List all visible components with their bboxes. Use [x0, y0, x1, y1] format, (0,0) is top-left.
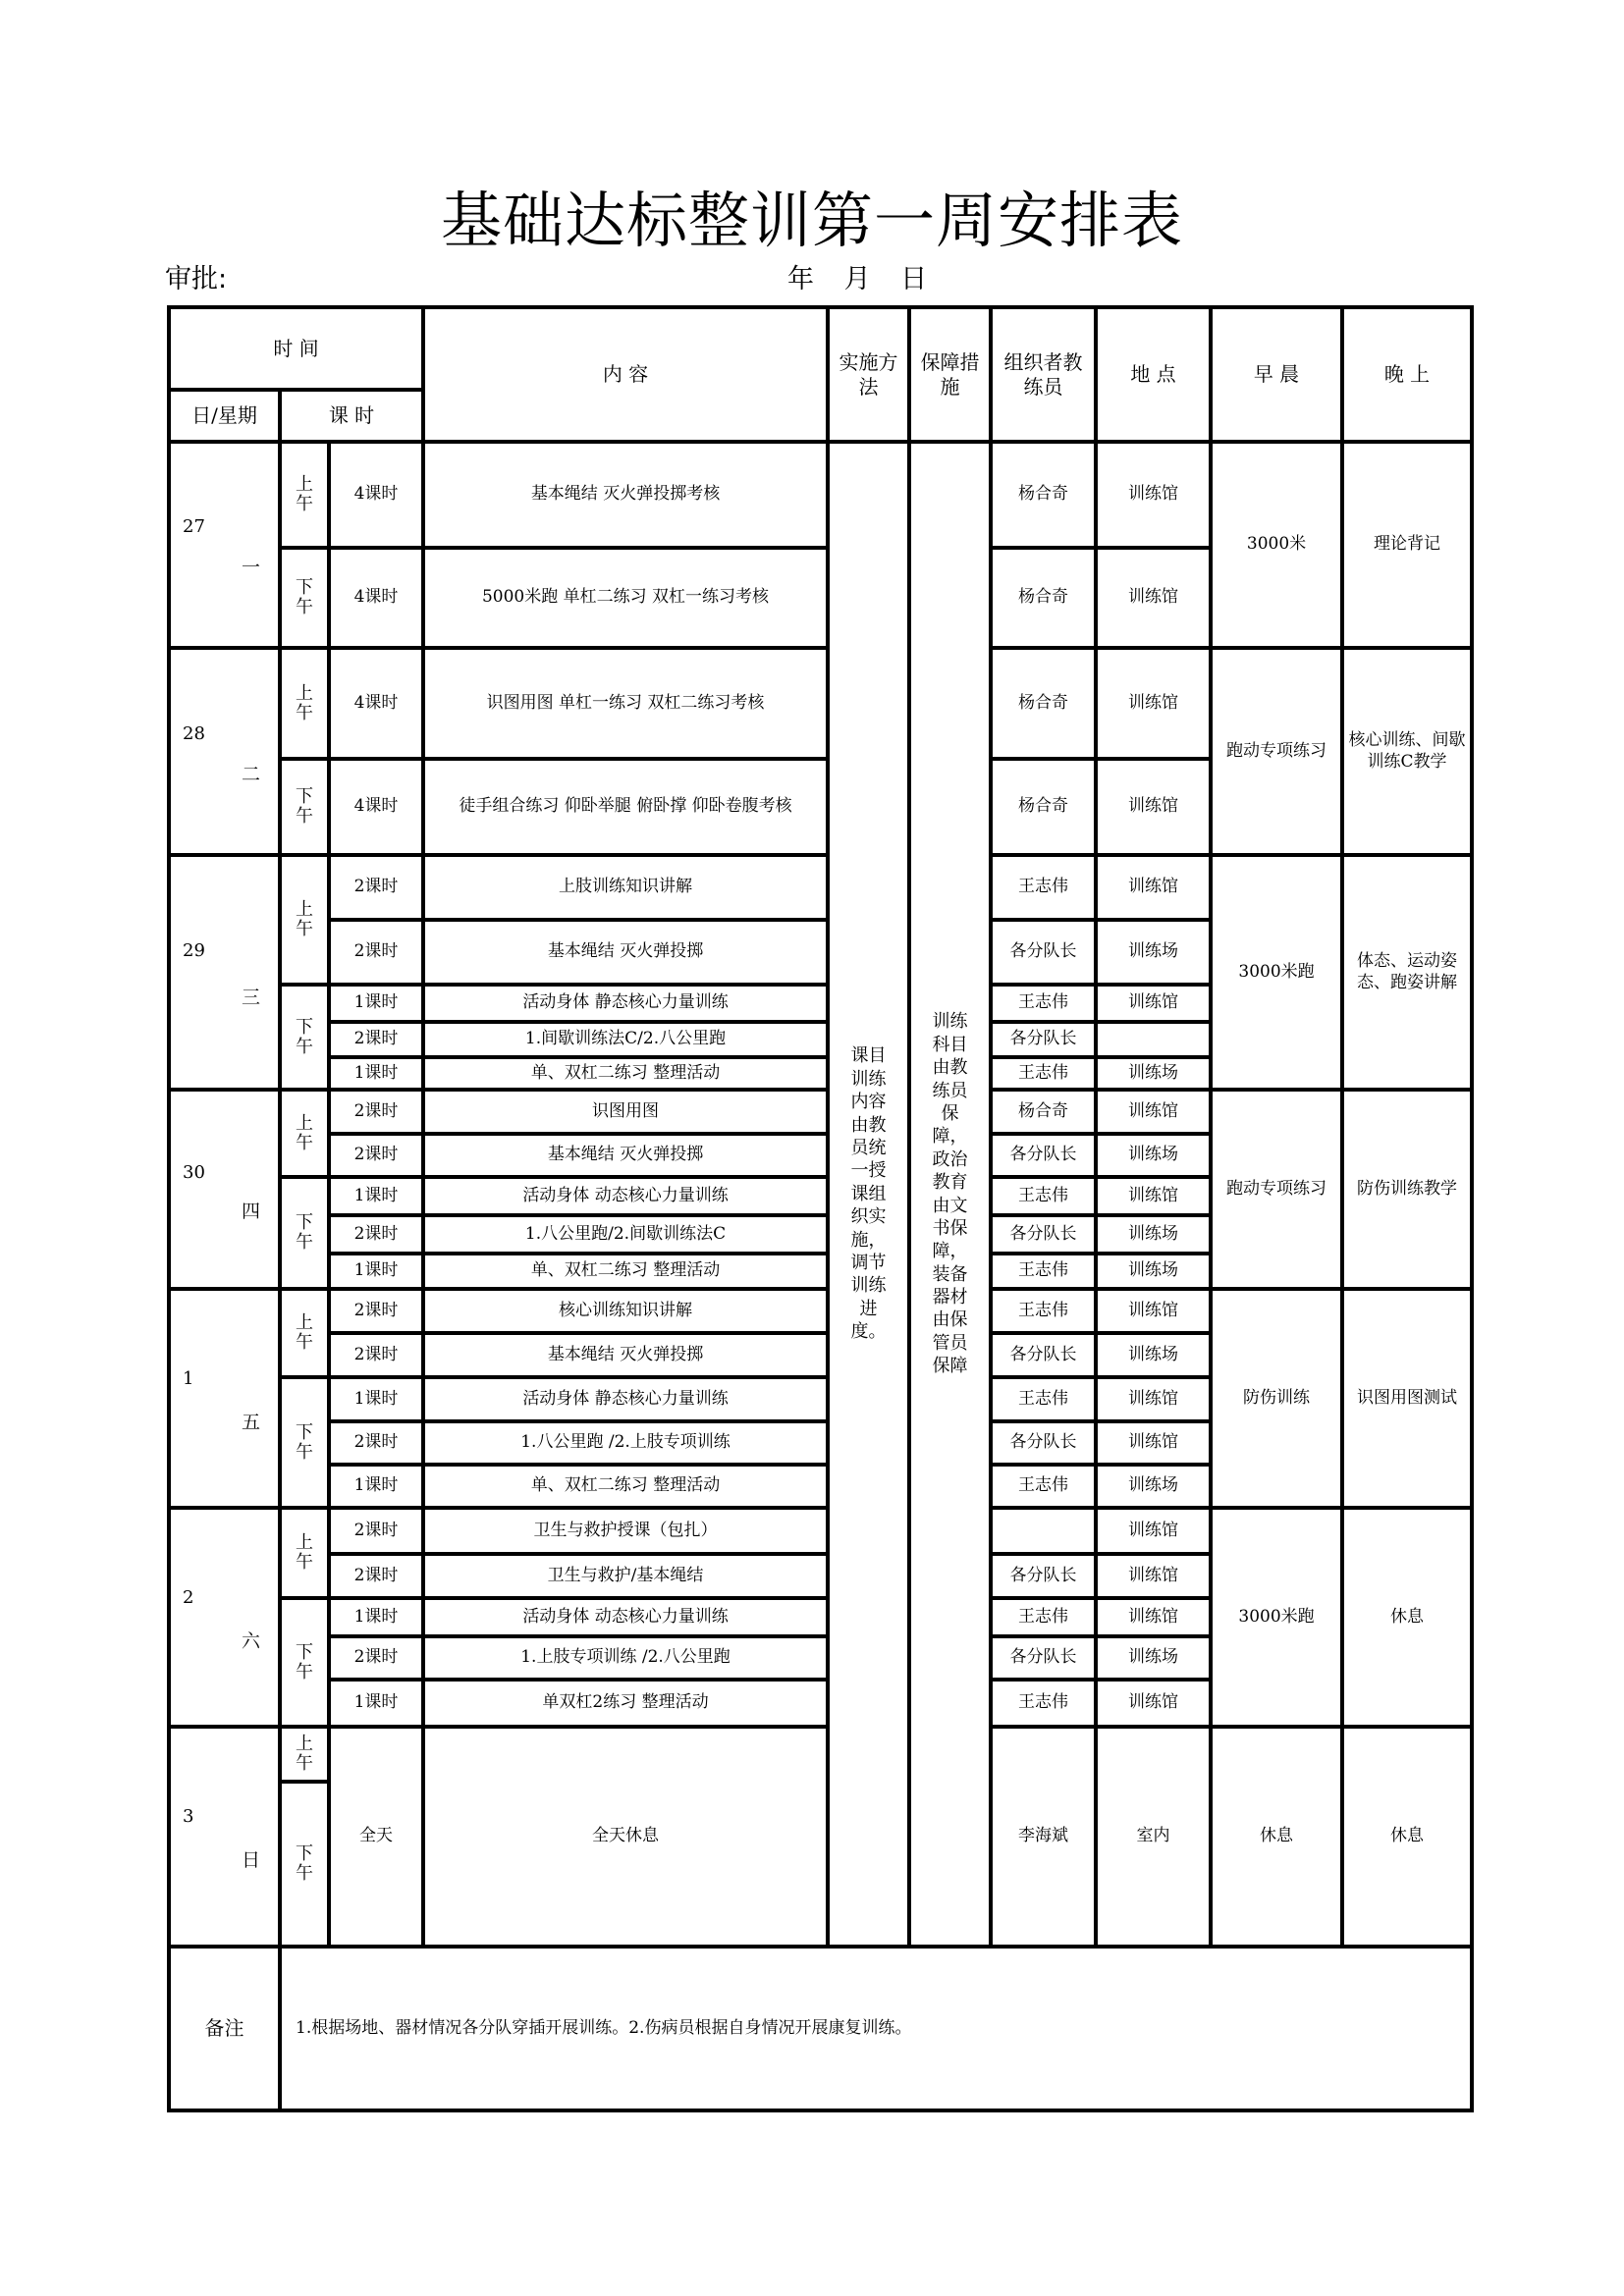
content: 1.上肢专项训练 /2.八公里跑: [423, 1636, 828, 1680]
content: 卫生与救护授课（包扎）: [423, 1508, 828, 1554]
remarks-text: 1.根据场地、器材情况各分队穿插开展训练。2.伤病员根据自身情况开展康复训练。: [280, 1947, 1472, 2110]
page-title: 基础达标整训第一周安排表: [440, 185, 1183, 256]
approval-label: 审批:: [165, 264, 228, 294]
content: 活动身体 静态核心力量训练: [423, 1377, 828, 1421]
location: 训练馆: [1096, 548, 1211, 648]
content: 活动身体 静态核心力量训练: [423, 985, 828, 1022]
class-hours: 1课时: [329, 1177, 423, 1215]
class-hours: 2课时: [329, 1421, 423, 1465]
header-location: 地 点: [1096, 307, 1211, 442]
table-row: [169, 442, 1472, 548]
organizer: 各分队长: [991, 1333, 1096, 1377]
morning-label: 上午: [280, 1508, 329, 1598]
content: 识图用图: [423, 1090, 828, 1134]
header-class-hours: 课 时: [280, 390, 423, 442]
evening-activity: 休息: [1342, 1727, 1472, 1947]
header-method: 实施方法: [828, 307, 909, 442]
location: 训练场: [1096, 920, 1211, 985]
location: 训练馆: [1096, 442, 1211, 548]
location: 训练馆: [1096, 1508, 1211, 1554]
organizer: 各分队长: [991, 1134, 1096, 1177]
location: 训练馆: [1096, 1090, 1211, 1134]
morning-label: 上午: [280, 1090, 329, 1177]
class-hours: 全天: [329, 1727, 423, 1947]
class-hours: 2课时: [329, 1508, 423, 1554]
header-evening: 晚 上: [1342, 307, 1472, 442]
content: 1.八公里跑/2.间歇训练法C: [423, 1215, 828, 1254]
class-hours: 1课时: [329, 1465, 423, 1508]
afternoon-label: 下午: [280, 759, 329, 855]
table-row: [169, 1090, 1472, 1134]
location: 训练馆: [1096, 1554, 1211, 1598]
content: 活动身体 动态核心力量训练: [423, 1177, 828, 1215]
morning-activity: 3000米: [1211, 442, 1342, 648]
class-hours: 4课时: [329, 648, 423, 759]
location: 训练馆: [1096, 1289, 1211, 1333]
content: 卫生与救护/基本绳结: [423, 1554, 828, 1598]
day-date: 30: [183, 1161, 205, 1183]
location: 训练馆: [1096, 1598, 1211, 1636]
class-hours: 2课时: [329, 1215, 423, 1254]
organizer: 杨合奇: [991, 648, 1096, 759]
header-day-week: 日/星期: [169, 390, 280, 442]
morning-label: 上午: [280, 1727, 329, 1782]
day-weekday: 一: [242, 557, 261, 579]
evening-activity: 识图用图测试: [1342, 1289, 1472, 1508]
class-hours: 2课时: [329, 920, 423, 985]
organizer: 王志伟: [991, 1680, 1096, 1727]
organizer: 王志伟: [991, 1057, 1096, 1090]
content: 基本绳结 灭火弹投掷: [423, 1333, 828, 1377]
class-hours: 1课时: [329, 1254, 423, 1289]
day-date: 28: [183, 722, 205, 744]
table-row: [169, 1727, 1472, 1782]
class-hours: 2课时: [329, 1289, 423, 1333]
day-cell: [169, 1508, 280, 1727]
date-label: 年 月 日: [787, 264, 928, 294]
day-weekday: 三: [242, 986, 261, 1008]
schedule-table: [167, 305, 1474, 2112]
content: 1.间歇训练法C/2.八公里跑: [423, 1022, 828, 1057]
support-cell: 训练科目由教练员保障，政治教育由文书保障，装备器材由保管员保障: [909, 442, 991, 1947]
organizer: 杨合奇: [991, 548, 1096, 648]
organizer: 王志伟: [991, 1377, 1096, 1421]
location: 训练馆: [1096, 1680, 1211, 1727]
content: 核心训练知识讲解: [423, 1289, 828, 1333]
organizer: 各分队长: [991, 1022, 1096, 1057]
day-date: 3: [183, 1806, 194, 1828]
day-weekday: 四: [242, 1201, 261, 1223]
day-weekday: 五: [242, 1411, 261, 1433]
day-cell: [169, 648, 280, 855]
class-hours: 2课时: [329, 855, 423, 920]
organizer: 各分队长: [991, 1554, 1096, 1598]
table-row: [169, 855, 1472, 920]
afternoon-label: 下午: [280, 1377, 329, 1508]
table-row: [169, 1508, 1472, 1554]
class-hours: 2课时: [329, 1554, 423, 1598]
day-date: 29: [183, 939, 205, 961]
class-hours: 2课时: [329, 1134, 423, 1177]
header-time: 时 间: [169, 307, 423, 390]
header-support: 保障措施: [909, 307, 991, 442]
evening-activity: 休息: [1342, 1508, 1472, 1727]
class-hours: 4课时: [329, 442, 423, 548]
content: 单、双杠二练习 整理活动: [423, 1254, 828, 1289]
organizer: 杨合奇: [991, 442, 1096, 548]
morning-activity: 防伤训练: [1211, 1289, 1342, 1508]
class-hours: 1课时: [329, 1680, 423, 1727]
location: 训练馆: [1096, 855, 1211, 920]
afternoon-label: 下午: [280, 548, 329, 648]
evening-activity: 理论背记: [1342, 442, 1472, 648]
location: 室内: [1096, 1727, 1211, 1947]
organizer: 王志伟: [991, 1289, 1096, 1333]
day-cell: [169, 855, 280, 1090]
day-date: 27: [183, 516, 205, 538]
table-row: [169, 648, 1472, 759]
location: 训练场: [1096, 1254, 1211, 1289]
method-cell: 课目训练内容由教员统一授课组织实施，调节训练进度。: [828, 442, 909, 1947]
location: 训练馆: [1096, 985, 1211, 1022]
morning-label: 上午: [280, 442, 329, 548]
morning-activity: 跑动专项练习: [1211, 1090, 1342, 1289]
class-hours: 2课时: [329, 1333, 423, 1377]
class-hours: 1课时: [329, 1598, 423, 1636]
day-cell: [169, 442, 280, 648]
organizer: 王志伟: [991, 1254, 1096, 1289]
day-weekday: 日: [242, 1849, 261, 1872]
class-hours: 2课时: [329, 1022, 423, 1057]
afternoon-label: 下午: [280, 985, 329, 1090]
table-row: [169, 1289, 1472, 1333]
location: 训练场: [1096, 1333, 1211, 1377]
day-weekday: 二: [242, 763, 261, 785]
location: 训练场: [1096, 1215, 1211, 1254]
organizer: 王志伟: [991, 855, 1096, 920]
class-hours: 1课时: [329, 985, 423, 1022]
evening-activity: 防伤训练教学: [1342, 1090, 1472, 1289]
class-hours: 2课时: [329, 1090, 423, 1134]
organizer: 王志伟: [991, 1598, 1096, 1636]
organizer: 王志伟: [991, 1177, 1096, 1215]
content: 基本绳结 灭火弹投掷考核: [423, 442, 828, 548]
content: 1.八公里跑 /2.上肢专项训练: [423, 1421, 828, 1465]
evening-activity: 核心训练、间歇训练C教学: [1342, 648, 1472, 855]
class-hours: 4课时: [329, 548, 423, 648]
morning-label: 上午: [280, 855, 329, 985]
morning-activity: 休息: [1211, 1727, 1342, 1947]
location: [1096, 1022, 1211, 1057]
afternoon-label: 下午: [280, 1598, 329, 1727]
content: 单、双杠二练习 整理活动: [423, 1057, 828, 1090]
header-organizer: 组织者教练员: [991, 307, 1096, 442]
morning-label: 上午: [280, 1289, 329, 1377]
organizer: 各分队长: [991, 920, 1096, 985]
afternoon-label: 下午: [280, 1782, 329, 1947]
afternoon-label: 下午: [280, 1177, 329, 1289]
day-date: 2: [183, 1586, 194, 1608]
content: 单双杠2练习 整理活动: [423, 1680, 828, 1727]
remarks-label: 备注: [169, 1947, 280, 2110]
location: 训练馆: [1096, 759, 1211, 855]
content: 单、双杠二练习 整理活动: [423, 1465, 828, 1508]
day-cell: [169, 1727, 280, 1947]
content: 5000米跑 单杠二练习 双杠一练习考核: [423, 548, 828, 648]
content: 活动身体 动态核心力量训练: [423, 1598, 828, 1636]
location: 训练馆: [1096, 1377, 1211, 1421]
header-morning: 早 晨: [1211, 307, 1342, 442]
content: 全天休息: [423, 1727, 828, 1947]
organizer: 各分队长: [991, 1421, 1096, 1465]
organizer: 王志伟: [991, 1465, 1096, 1508]
location: 训练场: [1096, 1134, 1211, 1177]
header-content: 内 容: [423, 307, 828, 442]
location: 训练馆: [1096, 1177, 1211, 1215]
content: 基本绳结 灭火弹投掷: [423, 1134, 828, 1177]
organizer: [991, 1508, 1096, 1554]
location: 训练馆: [1096, 648, 1211, 759]
content: 识图用图 单杠一练习 双杠二练习考核: [423, 648, 828, 759]
day-cell: [169, 1090, 280, 1289]
organizer: 王志伟: [991, 985, 1096, 1022]
organizer: 各分队长: [991, 1636, 1096, 1680]
morning-activity: 跑动专项练习: [1211, 648, 1342, 855]
content: 徒手组合练习 仰卧举腿 俯卧撑 仰卧卷腹考核: [423, 759, 828, 855]
class-hours: 1课时: [329, 1377, 423, 1421]
remarks-row: [169, 1947, 1472, 2110]
day-weekday: 六: [242, 1629, 261, 1652]
location: 训练馆: [1096, 1421, 1211, 1465]
location: 训练场: [1096, 1057, 1211, 1090]
organizer: 各分队长: [991, 1215, 1096, 1254]
class-hours: 2课时: [329, 1636, 423, 1680]
day-date: 1: [183, 1367, 194, 1389]
morning-activity: 3000米跑: [1211, 1508, 1342, 1727]
organizer: 杨合奇: [991, 1090, 1096, 1134]
morning-activity: 3000米跑: [1211, 855, 1342, 1090]
location: 训练场: [1096, 1465, 1211, 1508]
morning-label: 上午: [280, 648, 329, 759]
content: 基本绳结 灭火弹投掷: [423, 920, 828, 985]
evening-activity: 体态、运动姿态、跑姿讲解: [1342, 855, 1472, 1090]
organizer: 杨合奇: [991, 759, 1096, 855]
organizer: 李海斌: [991, 1727, 1096, 1947]
content: 上肢训练知识讲解: [423, 855, 828, 920]
class-hours: 4课时: [329, 759, 423, 855]
location: 训练场: [1096, 1636, 1211, 1680]
class-hours: 1课时: [329, 1057, 423, 1090]
day-cell: [169, 1289, 280, 1508]
